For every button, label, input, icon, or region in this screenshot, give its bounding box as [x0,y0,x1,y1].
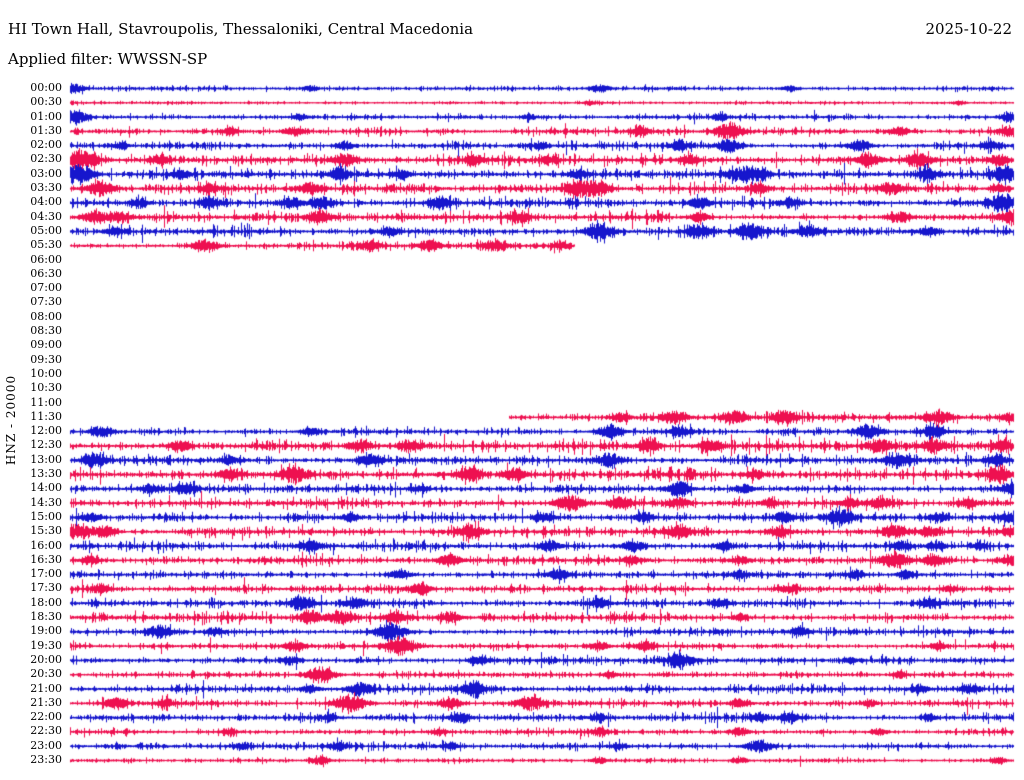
time-label: 13:30 [30,467,62,481]
time-label: 02:00 [30,138,62,152]
time-label: 10:00 [30,366,62,380]
time-label: 22:00 [30,710,62,724]
time-label: 22:30 [30,724,62,738]
channel-axis-label: HNZ - 20000 [4,374,18,466]
time-label: 06:00 [30,252,62,266]
time-label: 10:30 [30,381,62,395]
time-label: 15:30 [30,524,62,538]
time-label: 09:00 [30,338,62,352]
time-label: 11:30 [30,409,62,423]
time-label: 09:30 [30,352,62,366]
time-label: 00:30 [30,95,62,109]
time-label: 17:30 [30,581,62,595]
time-label: 18:30 [30,610,62,624]
filter-label: Applied filter: WWSSN-SP [8,50,208,68]
time-label: 03:00 [30,166,62,180]
time-label: 16:00 [30,538,62,552]
time-label: 00:00 [30,81,62,94]
time-label: 21:00 [30,681,62,695]
time-label: 18:00 [30,595,62,609]
date-label: 2025-10-22 [925,20,1012,38]
station-title: HI Town Hall, Stavroupolis, Thessaloniki, Central Macedonia [8,20,474,38]
time-label: 05:30 [30,238,62,252]
time-label: 23:00 [30,738,62,752]
time-label: 02:30 [30,152,62,166]
time-label: 11:00 [30,395,62,409]
time-label: 12:00 [30,424,62,438]
time-label: 07:00 [30,281,62,295]
time-label: 03:30 [30,181,62,195]
time-label: 19:30 [30,638,62,652]
time-label: 08:30 [30,324,62,338]
time-label: 16:30 [30,552,62,566]
time-label: 06:30 [30,266,62,280]
time-label: 01:30 [30,123,62,137]
time-label: 14:30 [30,495,62,509]
time-label: 04:30 [30,209,62,223]
time-label: 17:00 [30,567,62,581]
time-label: 05:00 [30,223,62,237]
time-label: 15:00 [30,509,62,523]
time-label: 21:30 [30,695,62,709]
time-label: 20:30 [30,667,62,681]
time-label: 19:00 [30,624,62,638]
time-label: 04:00 [30,195,62,209]
time-label: 01:00 [30,109,62,123]
time-label: 08:00 [30,309,62,323]
time-label: 07:30 [30,295,62,309]
time-label: 23:30 [30,753,62,766]
time-label: 14:00 [30,481,62,495]
time-label: 20:00 [30,652,62,666]
time-label: 12:30 [30,438,62,452]
time-label: 13:00 [30,452,62,466]
